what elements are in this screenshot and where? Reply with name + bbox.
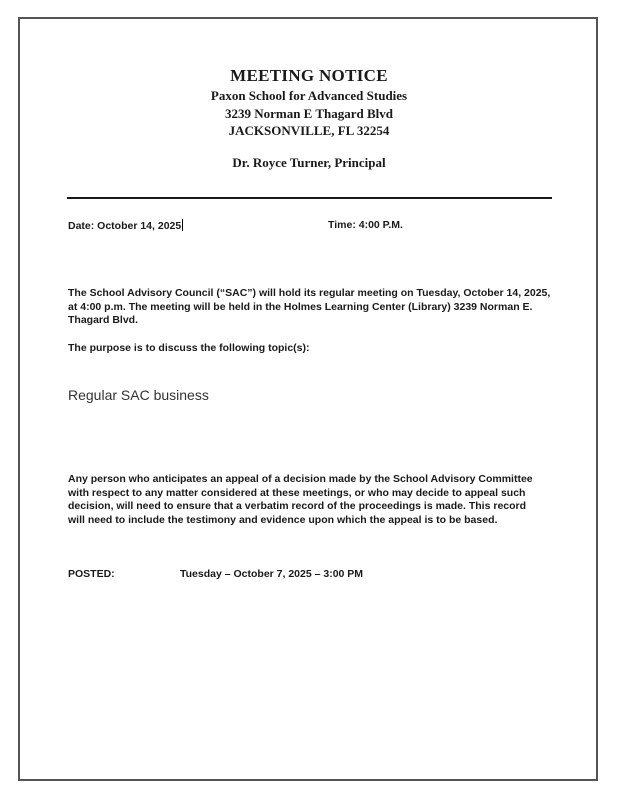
- notice-title: MEETING NOTICE: [230, 66, 388, 85]
- school-city-address: JACKSONVILLE, FL 32254: [228, 123, 390, 138]
- meeting-description: The School Advisory Council (“SAC”) will hold its regular meeting on Tuesday, October 14, 2025, at 4:00 p.m. The meeting will be held in the Holmes Learning Center (Library) 3239 Norman E. Thagard Blvd.: [68, 287, 551, 326]
- school-street-address: 3239 Norman E Thagard Blvd: [224, 106, 394, 121]
- school-name: Paxon School for Advanced Studies: [210, 88, 408, 103]
- topic-item: Regular SAC business: [68, 387, 209, 403]
- text-cursor: [182, 219, 183, 231]
- header-divider: [67, 197, 552, 199]
- meeting-time: Time: 4:00 P.M.: [328, 219, 403, 231]
- posted-date: Tuesday – October 7, 2025 – 3:00 PM: [180, 568, 364, 580]
- purpose-statement: The purpose is to discuss the following topic(s):: [68, 342, 310, 354]
- meeting-date-line[interactable]: [68, 219, 183, 234]
- posted-label: POSTED:: [68, 568, 115, 580]
- appeal-notice: Any person who anticipates an appeal of a decision made by the School Advisory Committee with respect to any matter considered at these meetings, or who may decide to appeal such decision, will need to ensure that a verbatim record of the proceedings is made. This record will need to include the testimony and evidence upon which the appeal is to be based.: [68, 473, 533, 526]
- meeting-date: Date: October 14, 2025: [68, 220, 182, 232]
- principal-name: Dr. Royce Turner, Principal: [232, 155, 386, 170]
